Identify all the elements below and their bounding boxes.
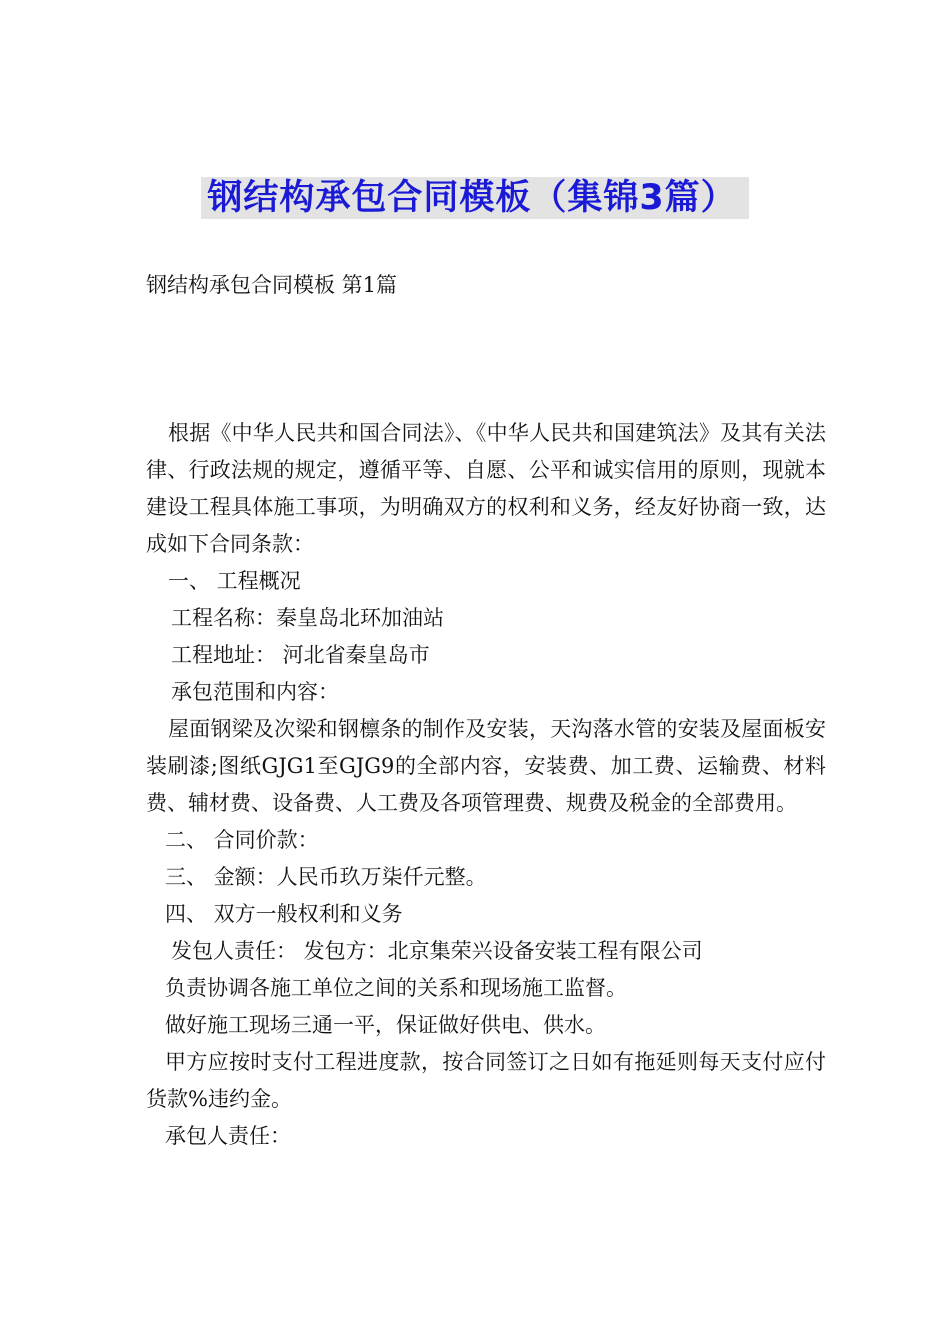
paragraph-scope-heading: 承包范围和内容： (171, 680, 339, 704)
document-body (146, 415, 826, 1155)
paragraph-preamble: 根据《中华人民共和国合同法》、《中华人民共和国建筑法》及其有关法律、行政法规的规定，遵循平等、自愿、公平和诚实信用的原则，现就本建设工程具体施工事项，为明确双方的权利和义务，经友好协商一致，达成如下合同条款： (146, 421, 826, 556)
paragraph-payment: 甲方应按时支付工程进度款，按合同签订之日如有拖延则每天支付应付货款%违约金。 (146, 1050, 826, 1111)
document-title: 钢结构承包合同模板（集锦3篇） (201, 177, 748, 219)
paragraph-contractor-duty: 承包人责任： (165, 1124, 291, 1148)
paragraph-project-name: 工程名称：秦皇岛北环加油站 (171, 606, 444, 630)
paragraph-heading-price: 二、 合同价款： (165, 828, 319, 852)
section-heading: 钢结构承包合同模板 第1篇 (146, 273, 398, 297)
paragraph-heading-overview: 一、 工程概况 (168, 569, 301, 593)
paragraph-employer-duty: 发包人责任： 发包方：北京集荣兴设备安装工程有限公司 (171, 939, 703, 963)
paragraph-coordination: 负责协调各施工单位之间的关系和现场施工监督。 (165, 976, 627, 1000)
paragraph-project-address: 工程地址： 河北省秦皇岛市 (171, 643, 430, 667)
paragraph-amount: 三、 金额：人民币玖万柒仟元整。 (165, 865, 487, 889)
paragraph-site-prep: 做好施工现场三通一平，保证做好供电、供水。 (165, 1013, 606, 1037)
paragraph-scope-content: 屋面钢梁及次梁和钢檩条的制作及安装，天沟落水管的安装及屋面板安装刷漆;图纸GJG1至GJG9的全部内容，安装费、加工费、运输费、材料费、辅材费、设备费、人工费及各项管理费、规费及税金的全部费用。 (146, 717, 826, 815)
title-container (0, 177, 950, 219)
paragraph-heading-rights: 四、 双方一般权利和义务 (165, 902, 403, 926)
